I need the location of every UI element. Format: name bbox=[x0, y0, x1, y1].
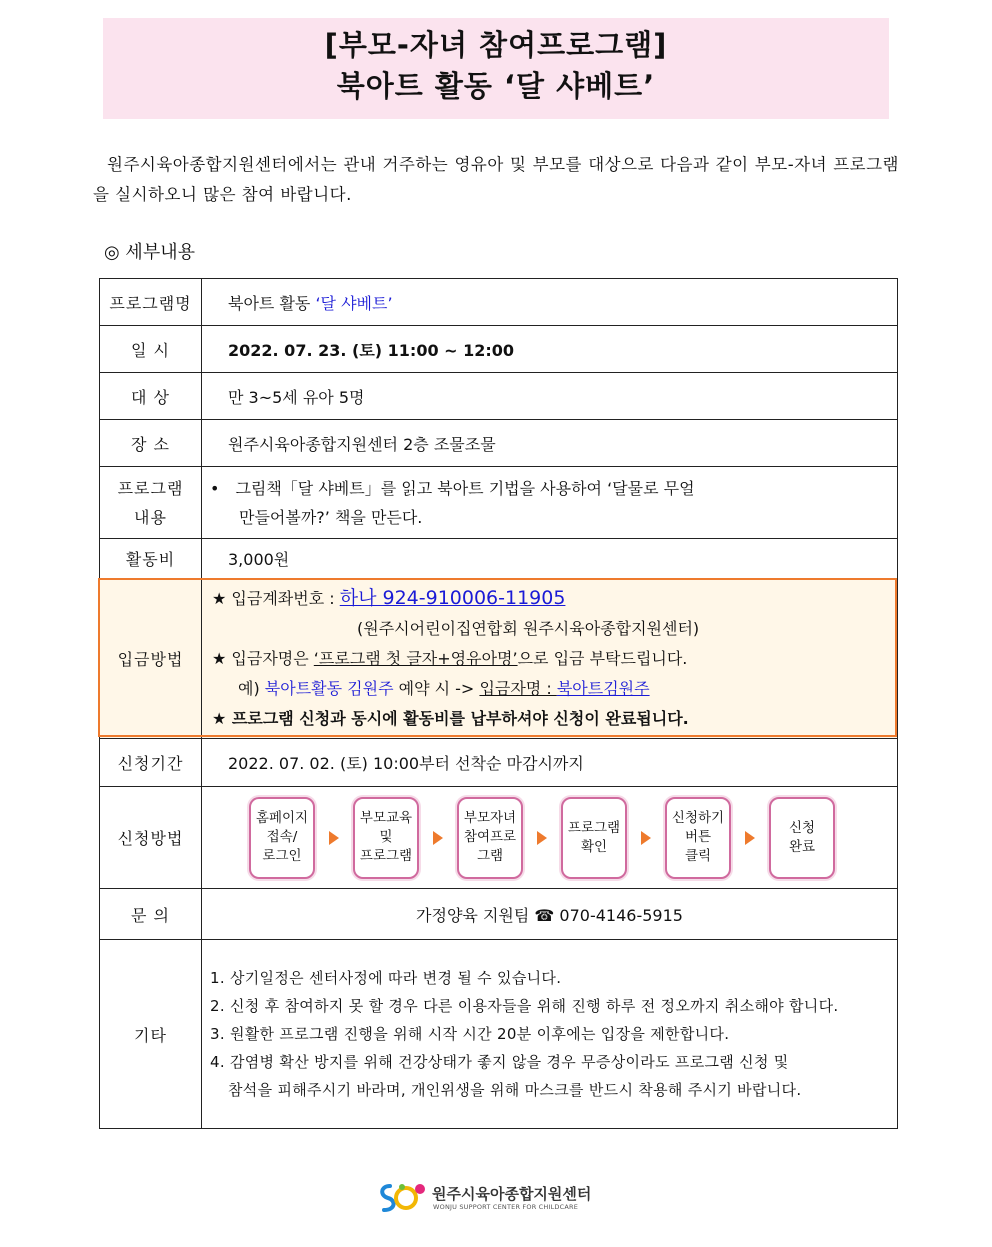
step-click-apply-button: 신청하기 버튼 클릭 bbox=[665, 797, 731, 879]
label-content bbox=[100, 467, 202, 539]
note-item: 1. 상기일정은 센터사정에 따라 변경 될 수 있습니다. bbox=[210, 969, 562, 987]
value-etc bbox=[202, 940, 898, 1129]
content-line-1: 그림책「달 샤베트」를 읽고 북아트 기법을 사용하여 ‘달물로 무얼 bbox=[235, 478, 695, 498]
star-icon: ★ bbox=[212, 709, 227, 728]
example-name: 북아트활동 김원주 bbox=[264, 679, 394, 698]
step-homepage-login: 홈페이지 접속/ 로그인 bbox=[249, 797, 315, 879]
details-table bbox=[99, 278, 898, 1129]
value-period: 2022. 07. 02. (토) 10:00부터 선착순 마감시까지 bbox=[202, 739, 898, 787]
label-date: 일 시 bbox=[100, 326, 202, 373]
row-target bbox=[100, 373, 898, 420]
row-program-name bbox=[100, 279, 898, 326]
value-target: 만 3~5세 유아 5명 bbox=[202, 373, 898, 420]
arrow-right-icon bbox=[641, 831, 651, 845]
label-fee: 활동비 bbox=[100, 539, 202, 579]
value-contact: 가정양육 지원팀 ☎ 070-4146-5915 bbox=[202, 889, 898, 940]
value-fee: 3,000원 bbox=[202, 539, 898, 579]
row-contact bbox=[100, 889, 898, 940]
step-parent-child-program: 부모자녀 참여프로 그램 bbox=[457, 797, 523, 879]
row-method bbox=[100, 787, 898, 889]
value-date: 2022. 07. 23. (토) 11:00 ~ 12:00 bbox=[202, 326, 898, 373]
row-period bbox=[100, 739, 898, 787]
program-name-highlight: ‘달 샤베트’ bbox=[315, 293, 393, 313]
section-heading: ◎ 세부내용 bbox=[104, 242, 195, 263]
row-etc bbox=[100, 940, 898, 1129]
payment-account-line bbox=[212, 583, 897, 614]
content-bullet: • bbox=[210, 478, 220, 498]
note-item: 3. 원활한 프로그램 진행을 위해 시작 시간 20분 이후에는 입장을 제한합니다. bbox=[210, 1025, 730, 1043]
footer-center-english: WONJU SUPPORT CENTER FOR CHILDCARE bbox=[433, 1203, 579, 1211]
example-mid: 예약 시 -> bbox=[393, 679, 480, 698]
example-value: 북아트김원주 bbox=[556, 679, 650, 698]
star-icon: ★ bbox=[212, 589, 227, 608]
label-content-line-1: 프로그램 bbox=[117, 478, 184, 498]
depositor-rule: ‘프로그램 첫 글자+영유아명’ bbox=[313, 649, 518, 668]
label-etc: 기타 bbox=[100, 940, 202, 1129]
payment-depositor-line bbox=[212, 644, 897, 674]
footer-center-name: 원주시육아종합지원센터 bbox=[432, 1185, 592, 1203]
row-date bbox=[100, 326, 898, 373]
account-label: 입금계좌번호 : bbox=[226, 589, 340, 608]
label-contact: 문 의 bbox=[100, 889, 202, 940]
label-method: 신청방법 bbox=[100, 787, 202, 889]
example-prefix: 예) bbox=[238, 679, 265, 698]
account-number: 하나 924-910006-11905 bbox=[339, 587, 566, 609]
account-holder: (원주시어린이집연합회 원주시육아종합지원센터) bbox=[357, 619, 700, 638]
notes-list bbox=[202, 964, 897, 1104]
label-content-line-2: 내용 bbox=[134, 507, 167, 527]
label-place: 장 소 bbox=[100, 420, 202, 467]
arrow-right-icon bbox=[329, 831, 339, 845]
note-item: 4. 감염병 확산 방지를 위해 건강상태가 좋지 않을 경우 무증상이라도 프로그램 신청 및 bbox=[210, 1053, 789, 1071]
row-fee bbox=[100, 539, 898, 579]
payment-example-line bbox=[212, 674, 897, 704]
step-check-program: 프로그램 확인 bbox=[561, 797, 627, 879]
label-period: 신청기간 bbox=[100, 739, 202, 787]
label-program-name: 프로그램명 bbox=[100, 279, 202, 326]
value-payment bbox=[202, 579, 898, 739]
star-icon: ★ bbox=[212, 649, 227, 668]
label-payment: 입금방법 bbox=[100, 579, 202, 739]
depositor-suffix: 으로 입금 부탁드립니다. bbox=[517, 649, 688, 668]
step-parent-education: 부모교육 및 프로그램 bbox=[353, 797, 419, 879]
row-payment bbox=[100, 579, 898, 739]
arrow-right-icon bbox=[537, 831, 547, 845]
row-content bbox=[100, 467, 898, 539]
step-complete: 신청 완료 bbox=[769, 797, 835, 879]
depositor-prefix: 입금자명은 bbox=[226, 649, 314, 668]
content-line-2: 만들어볼까?’ 책을 만든다. bbox=[239, 507, 423, 527]
title-line-2: 북아트 활동 ‘달 샤베트’ bbox=[336, 69, 656, 103]
note-item: 2. 신청 후 참여하지 못 할 경우 다른 이용자들을 위해 진행 하루 전 정오까지 취소해야 합니다. bbox=[210, 997, 839, 1015]
title-banner bbox=[103, 18, 889, 119]
value-place: 원주시육아종합지원센터 2층 조물조물 bbox=[202, 420, 898, 467]
payment-notice: 프로그램 신청과 동시에 활동비를 납부하셔야 신청이 완료됩니다. bbox=[226, 709, 689, 728]
arrow-right-icon bbox=[745, 831, 755, 845]
payment-notice-line bbox=[212, 704, 897, 734]
row-place bbox=[100, 420, 898, 467]
title-line-1: [부모-자녀 참여프로그램] bbox=[324, 28, 668, 62]
application-steps bbox=[202, 797, 897, 879]
value-method bbox=[202, 787, 898, 889]
program-name-prefix: 북아트 활동 bbox=[228, 293, 316, 313]
example-label: 입금자명 : bbox=[479, 679, 557, 698]
intro-paragraph: 원주시육아종합지원센터에서는 관내 거주하는 영유아 및 부모를 대상으로 다음과 같이 부모-자녀 프로그램을 실시하오니 많은 참여 바랍니다. bbox=[93, 155, 899, 204]
arrow-right-icon bbox=[433, 831, 443, 845]
note-item: 참석을 피해주시기 바라며, 개인위생을 위해 마스크를 반드시 착용해 주시기 바랍니다. bbox=[228, 1081, 802, 1099]
value-content bbox=[202, 467, 898, 539]
footer-logo bbox=[376, 1180, 616, 1214]
childcare-center-logo-icon bbox=[376, 1180, 428, 1214]
value-program-name bbox=[202, 279, 898, 326]
label-target: 대 상 bbox=[100, 373, 202, 420]
